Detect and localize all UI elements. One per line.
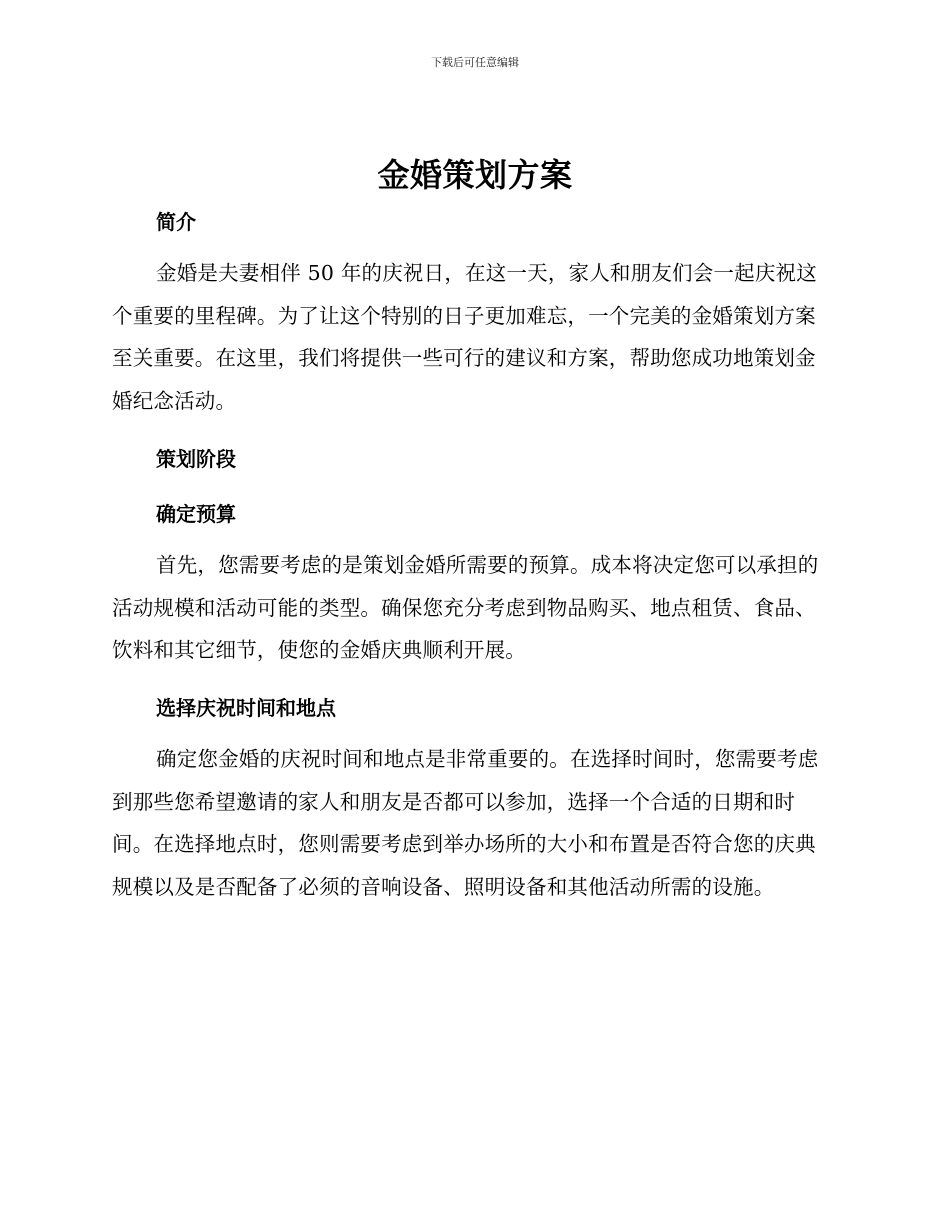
section-heading-intro: 简介 xyxy=(156,210,196,234)
section-heading-budget: 确定预算 xyxy=(156,502,236,526)
document-title: 金婚策划方案 xyxy=(377,156,573,194)
paragraph-intro: 金婚是夫妻相伴 50 年的庆祝日，在这一天，家人和朋友们会一起庆祝这个重要的里程碑。为了让这个特别的日子更加难忘，一个完美的金婚策划方案至关重要。在这里，我们将提供一些可行的建议和方案，帮助您成功地策划金婚纪念活动。 xyxy=(112,261,817,413)
paragraph-budget: 首先，您需要考虑的是策划金婚所需要的预算。成本将决定您可以承担的活动规模和活动可能的类型。确保您充分考虑到物品购买、地点租赁、食品、饮料和其它细节，使您的金婚庆典顺利开展。 xyxy=(112,553,819,662)
section-heading-time-venue: 选择庆祝时间和地点 xyxy=(156,696,336,720)
paragraph-time-venue: 确定您金婚的庆祝时间和地点是非常重要的。在选择时间时，您需要考虑到那些您希望邀请的家人和朋友是否都可以参加，选择一个合适的日期和时间。在选择地点时，您则需要考虑到举办场所的大小和布置是否符合您的庆典规模以及是否配备了必须的音响设备、照明设备和其他活动所需的设施。 xyxy=(112,747,819,899)
header-note: 下载后可任意编辑 xyxy=(431,56,519,69)
section-heading-planning: 策划阶段 xyxy=(156,447,236,471)
